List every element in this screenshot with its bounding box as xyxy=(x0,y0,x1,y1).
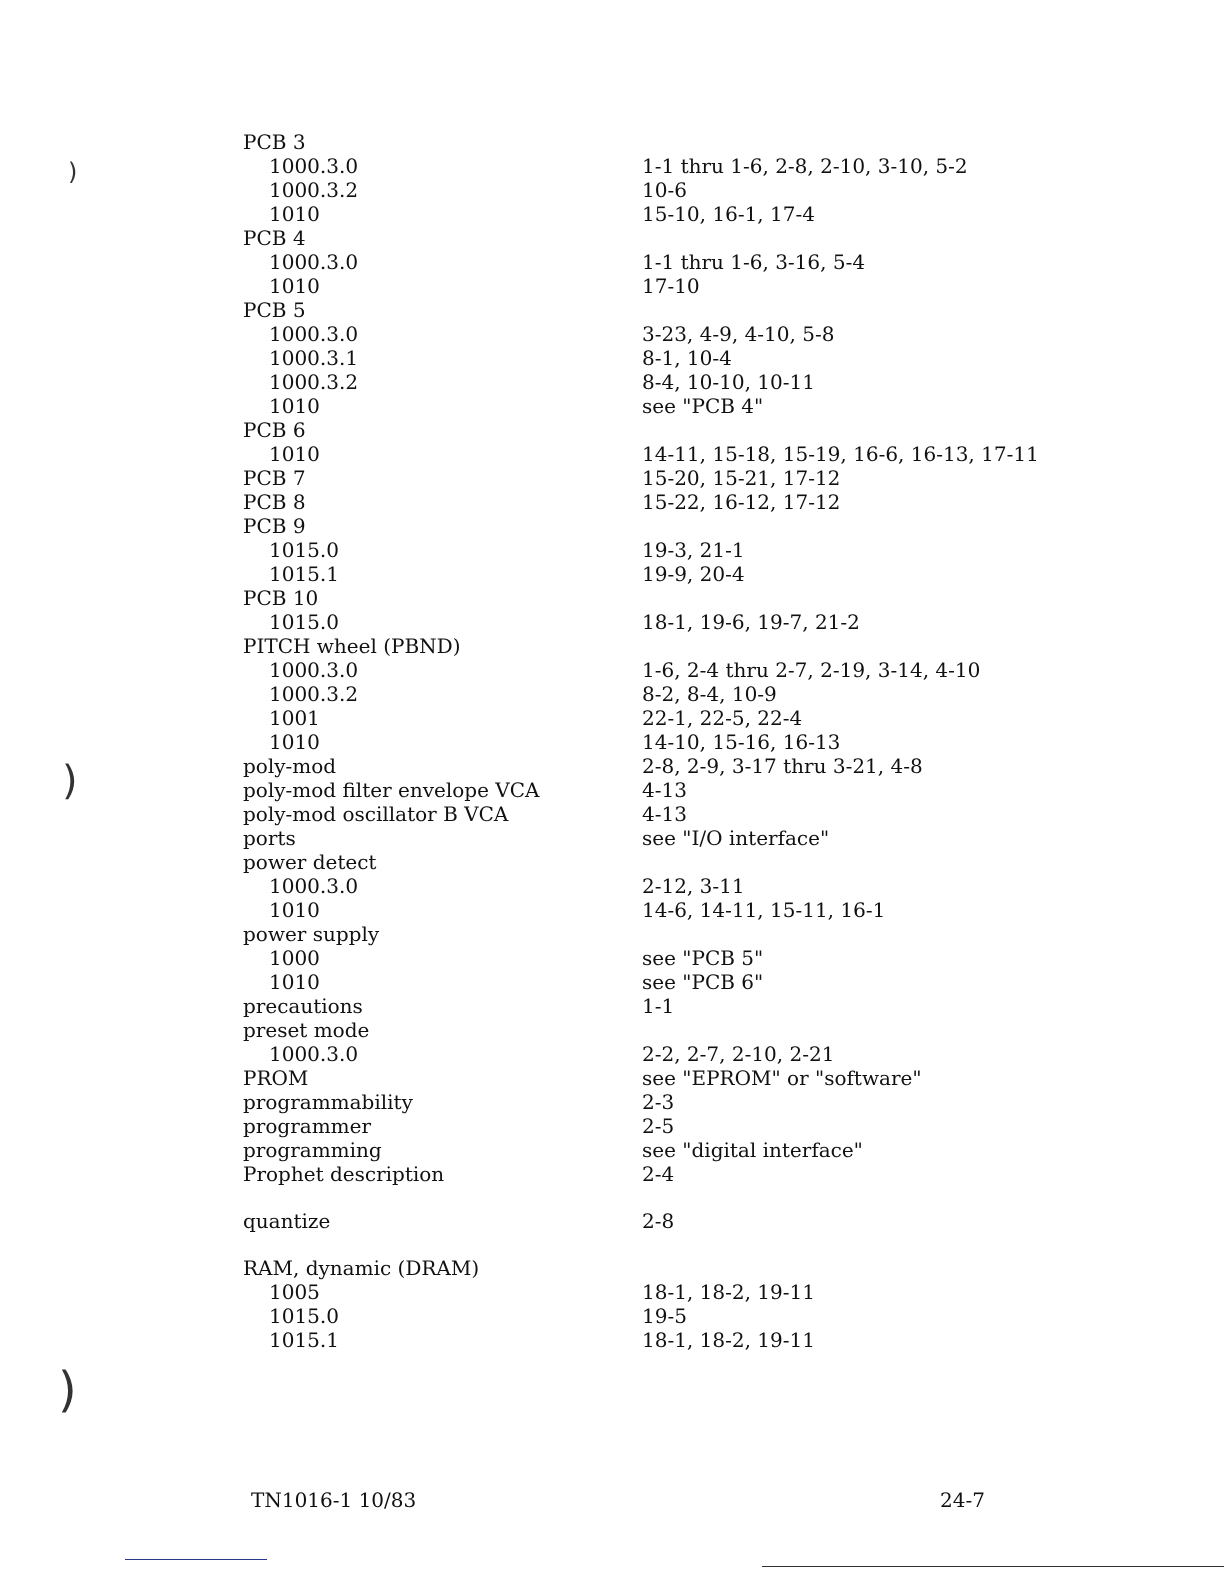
page-references: 1-1 xyxy=(642,994,675,1018)
index-entry xyxy=(0,922,1224,946)
index-term: 1000.3.0 xyxy=(269,322,359,346)
index-entry xyxy=(0,778,1224,802)
index-subentry xyxy=(0,898,1224,922)
page-references: 2-3 xyxy=(642,1090,675,1114)
index-term: quantize xyxy=(243,1209,331,1233)
page-references: 1-1 thru 1-6, 2-8, 2-10, 3-10, 5-2 xyxy=(642,154,968,178)
index-entry xyxy=(0,514,1224,538)
index-subentry xyxy=(0,538,1224,562)
index-term: 1010 xyxy=(269,394,320,418)
index-term: 1000.3.0 xyxy=(269,874,359,898)
index-term: precautions xyxy=(243,994,363,1018)
page-references: 8-1, 10-4 xyxy=(642,346,732,370)
index-term: 1000 xyxy=(269,946,320,970)
index-term: Prophet description xyxy=(243,1162,445,1186)
page-references: 18-1, 19-6, 19-7, 21-2 xyxy=(642,610,860,634)
index-term: programming xyxy=(243,1138,382,1162)
index-subentry xyxy=(0,970,1224,994)
index-entry xyxy=(0,1114,1224,1138)
index-term: PCB 10 xyxy=(243,586,319,610)
index-term: PCB 9 xyxy=(243,514,306,538)
index-subentry xyxy=(0,658,1224,682)
page-references: 8-4, 10-10, 10-11 xyxy=(642,370,815,394)
index-entry xyxy=(0,1256,1224,1280)
index-subentry xyxy=(0,154,1224,178)
index-subentry xyxy=(0,1280,1224,1304)
page-references: 22-1, 22-5, 22-4 xyxy=(642,706,803,730)
index-term: ports xyxy=(243,826,296,850)
page-references: 2-2, 2-7, 2-10, 2-21 xyxy=(642,1042,835,1066)
index-term: programmability xyxy=(243,1090,413,1114)
footer-doc-id: TN1016-1 10/83 xyxy=(251,1488,417,1512)
footer-page-number: 24-7 xyxy=(940,1488,985,1512)
page-references: 2-8 xyxy=(642,1209,675,1233)
index-term: power supply xyxy=(243,922,380,946)
page-references: 17-10 xyxy=(642,274,700,298)
binder-mark-bottom: ) xyxy=(58,1362,77,1418)
page-references: 14-11, 15-18, 15-19, 16-6, 16-13, 17-11 xyxy=(642,442,1039,466)
page-references: 14-10, 15-16, 16-13 xyxy=(642,730,841,754)
page-references: see "digital interface" xyxy=(642,1138,863,1162)
scan-edge-line-right xyxy=(762,1566,1224,1567)
index-term: power detect xyxy=(243,850,377,874)
page-references: 2-8, 2-9, 3-17 thru 3-21, 4-8 xyxy=(642,754,923,778)
index-term: 1000.3.2 xyxy=(269,178,359,202)
page-references: 15-20, 15-21, 17-12 xyxy=(642,466,841,490)
index-entry xyxy=(0,802,1224,826)
page-references: see "EPROM" or "software" xyxy=(642,1066,922,1090)
index-subentry xyxy=(0,1042,1224,1066)
page-references: 19-5 xyxy=(642,1304,687,1328)
index-term: RAM, dynamic (DRAM) xyxy=(243,1256,480,1280)
index-entry xyxy=(0,298,1224,322)
index-entry xyxy=(0,1138,1224,1162)
index-entry xyxy=(0,1018,1224,1042)
index-term: poly-mod filter envelope VCA xyxy=(243,778,540,802)
page-references: 4-13 xyxy=(642,802,687,826)
index-subentry xyxy=(0,442,1224,466)
index-term: 1000.3.0 xyxy=(269,250,359,274)
page-references: 14-6, 14-11, 15-11, 16-1 xyxy=(642,898,886,922)
index-subentry xyxy=(0,346,1224,370)
index-term: PCB 4 xyxy=(243,226,306,250)
index-subentry xyxy=(0,250,1224,274)
index-entry xyxy=(0,1066,1224,1090)
index-term: PCB 5 xyxy=(243,298,306,322)
index-entry xyxy=(0,418,1224,442)
index-entry xyxy=(0,490,1224,514)
index-term: PROM xyxy=(243,1066,309,1090)
index-term: PCB 3 xyxy=(243,130,306,154)
index-term: poly-mod oscillator B VCA xyxy=(243,802,509,826)
index-term: 1015.1 xyxy=(269,1328,339,1352)
index-term: 1015.0 xyxy=(269,610,339,634)
index-entry xyxy=(0,1209,1224,1233)
page-references: 2-5 xyxy=(642,1114,675,1138)
page-references: 8-2, 8-4, 10-9 xyxy=(642,682,777,706)
index-subentry xyxy=(0,274,1224,298)
index-subentry xyxy=(0,1328,1224,1352)
index-entry xyxy=(0,994,1224,1018)
page-references: see "PCB 5" xyxy=(642,946,764,970)
index-entry xyxy=(0,634,1224,658)
index-subentry xyxy=(0,370,1224,394)
index-subentry xyxy=(0,946,1224,970)
page-references: 19-3, 21-1 xyxy=(642,538,745,562)
index-entry xyxy=(0,466,1224,490)
page-references: 18-1, 18-2, 19-11 xyxy=(642,1280,815,1304)
index-entry xyxy=(0,226,1224,250)
index-term: 1000.3.2 xyxy=(269,682,359,706)
index-term: 1010 xyxy=(269,970,320,994)
index-subentry xyxy=(0,682,1224,706)
index-term: 1010 xyxy=(269,442,320,466)
page-references: see "I/O interface" xyxy=(642,826,830,850)
index-entry xyxy=(0,1162,1224,1186)
page-references: see "PCB 6" xyxy=(642,970,764,994)
index-subentry xyxy=(0,730,1224,754)
index-term: 1000.3.0 xyxy=(269,154,359,178)
index-list xyxy=(0,130,1224,1352)
index-term: 1005 xyxy=(269,1280,320,1304)
index-term: PCB 7 xyxy=(243,466,306,490)
index-term: 1015.0 xyxy=(269,538,339,562)
page-references: see "PCB 4" xyxy=(642,394,764,418)
index-subentry xyxy=(0,562,1224,586)
scan-edge-line-left xyxy=(125,1559,267,1560)
index-term: 1015.1 xyxy=(269,562,339,586)
index-subentry xyxy=(0,610,1224,634)
index-entry xyxy=(0,850,1224,874)
index-subentry xyxy=(0,706,1224,730)
index-entry xyxy=(0,130,1224,154)
page-references: 3-23, 4-9, 4-10, 5-8 xyxy=(642,322,835,346)
index-term: 1010 xyxy=(269,202,320,226)
index-term: 1000.3.0 xyxy=(269,658,359,682)
page-references: 2-4 xyxy=(642,1162,675,1186)
index-term: 1010 xyxy=(269,898,320,922)
page-references: 10-6 xyxy=(642,178,687,202)
binder-mark-middle: ) xyxy=(62,758,78,804)
index-term: preset mode xyxy=(243,1018,370,1042)
page-references: 4-13 xyxy=(642,778,687,802)
index-subentry xyxy=(0,178,1224,202)
index-subentry xyxy=(0,1304,1224,1328)
index-term: 1000.3.1 xyxy=(269,346,359,370)
index-entry xyxy=(0,586,1224,610)
index-subentry xyxy=(0,202,1224,226)
page-references: 1-1 thru 1-6, 3-16, 5-4 xyxy=(642,250,866,274)
index-term: 1015.0 xyxy=(269,1304,339,1328)
binder-mark-top: ) xyxy=(68,158,78,186)
index-term: 1000.3.2 xyxy=(269,370,359,394)
index-term: 1001 xyxy=(269,706,320,730)
index-term: 1010 xyxy=(269,730,320,754)
index-subentry xyxy=(0,874,1224,898)
index-subentry xyxy=(0,322,1224,346)
page-references: 15-10, 16-1, 17-4 xyxy=(642,202,815,226)
index-term: programmer xyxy=(243,1114,372,1138)
index-entry xyxy=(0,826,1224,850)
page-references: 2-12, 3-11 xyxy=(642,874,745,898)
page-references: 18-1, 18-2, 19-11 xyxy=(642,1328,815,1352)
page-references: 1-6, 2-4 thru 2-7, 2-19, 3-14, 4-10 xyxy=(642,658,981,682)
index-term: poly-mod xyxy=(243,754,337,778)
index-term: PCB 8 xyxy=(243,490,306,514)
index-term: PITCH wheel (PBND) xyxy=(243,634,461,658)
index-term: 1000.3.0 xyxy=(269,1042,359,1066)
page-references: 15-22, 16-12, 17-12 xyxy=(642,490,841,514)
index-term: PCB 6 xyxy=(243,418,306,442)
index-term: 1010 xyxy=(269,274,320,298)
index-entry xyxy=(0,754,1224,778)
index-subentry xyxy=(0,394,1224,418)
page-references: 19-9, 20-4 xyxy=(642,562,745,586)
index-entry xyxy=(0,1090,1224,1114)
